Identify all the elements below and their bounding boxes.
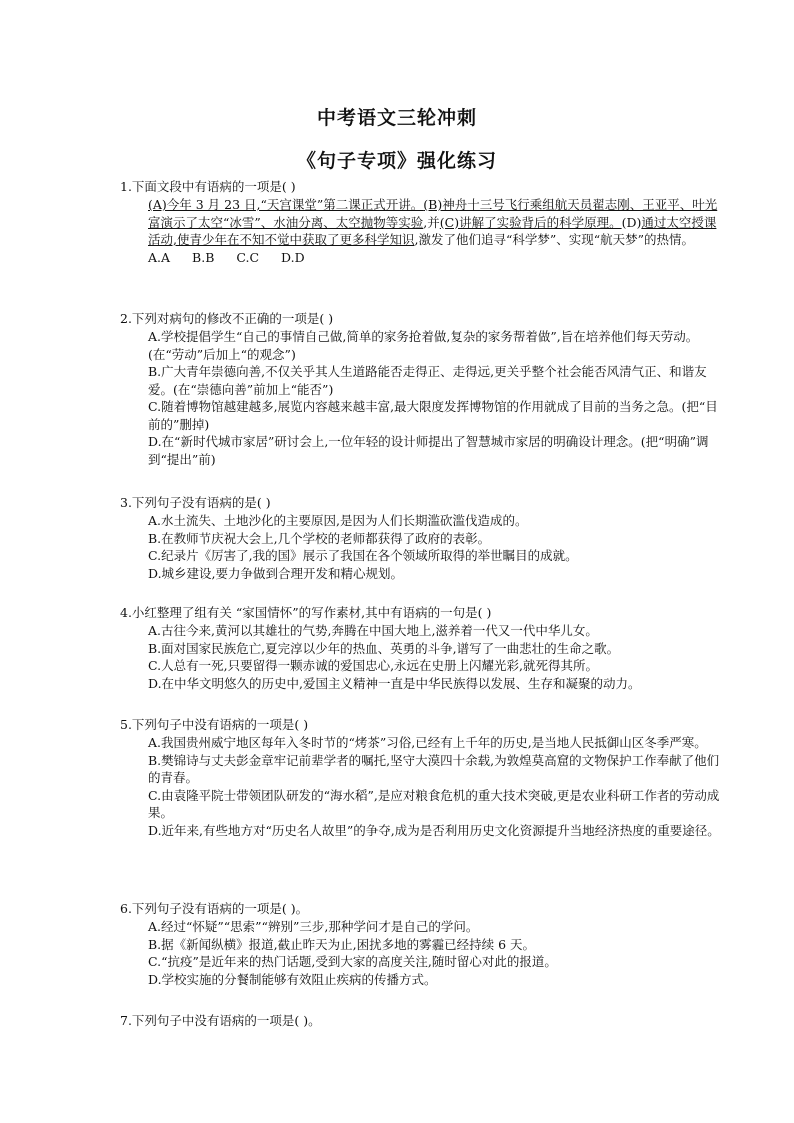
option-c: C.随着博物馆越建越多,展览内容越来越丰富,最大限度发挥博物馆的作用就成了目前的当务之急。(把“目前的”删掉) xyxy=(148,399,718,432)
option-a: A.我国贵州威宁地区每年入冬时节的“烤茶”习俗,已经有上千年的历史,是当地人民抵御山区冬季严寒。 xyxy=(148,735,707,750)
option-b: B.在教师节庆祝大会上,几个学校的老师都获得了政府的表彰。 xyxy=(148,530,491,546)
option-d: D.在中华文明悠久的历史中,爱国主义精神一直是中华民族得以发展、生存和凝聚的动力。 xyxy=(148,675,641,691)
question-6-options xyxy=(148,918,720,988)
question-3 xyxy=(120,494,720,582)
passage-part-c: (C)讲解了实验背后的科学原理。 xyxy=(439,214,622,230)
passage-part-a: (A)今年 3 月 23 日,“天宫课堂”第二课正式开讲。 xyxy=(148,197,424,212)
question-5 xyxy=(120,716,720,839)
document-subtitle: 《句子专项》强化练习 xyxy=(296,150,497,172)
option-a: A.学校提倡学生“自己的事情自己做,简单的家务抢着做,复杂的家务帮着做”,旨在培养他们每天劳动。(在“劳动”后加上“的观念”) xyxy=(148,329,699,362)
option-b: B.广大青年崇德向善,不仅关乎其人生道路能否走得正、走得远,更关乎整个社会能否风清气正、和谐友爱。(在“崇德向善”前加上“能否”) xyxy=(148,364,707,397)
passage-part-b: (B)神舟十三号飞行乘组航天员翟志刚、王亚平、叶光富演示了太空“冰雪”、水油分离、太空抛物等实验 xyxy=(148,197,718,230)
question-2 xyxy=(120,310,720,468)
question-1-passage xyxy=(148,196,720,266)
question-1-choices xyxy=(148,249,720,267)
option-d: D.学校实施的分餐制能够有效阻止疾病的传播方式。 xyxy=(148,971,437,987)
option-b: B.樊锦诗与丈夫彭金章牢记前辈学者的嘱托,坚守大漠四十余载,为敦煌莫高窟的文物保护工作奉献了他们的青春。 xyxy=(148,752,720,785)
question-1-stem: 1.下面文段中有语病的一项是( ) xyxy=(120,179,296,194)
question-2-options xyxy=(148,328,720,468)
question-2-stem: 2.下列对病句的修改不正确的一项是( ) xyxy=(120,311,334,326)
option-a: A.经过“怀疑”“思索”“辨别”三步,那种学问才是自己的学问。 xyxy=(148,919,479,934)
passage-connector: ,并 xyxy=(423,214,440,230)
document-title: 中考语文三轮冲刺 xyxy=(316,107,477,129)
question-4-options xyxy=(148,622,720,692)
option-a: A.水土流失、土地沙化的主要原因,是因为人们长期滥砍滥伐造成的。 xyxy=(148,513,528,528)
question-6-stem: 6.下列句子没有语病的一项是( )。 xyxy=(120,901,309,916)
option-a: A.古往今来,黄河以其雄壮的气势,奔腾在中国大地上,滋养着一代又一代中华儿女。 xyxy=(148,623,598,638)
question-1-passage-text xyxy=(148,196,720,249)
choice-c: C.C xyxy=(236,249,260,265)
option-c: C.人总有一死,只要留得一颗赤诚的爱国忠心,永远在史册上闪耀光彩,就死得其所。 xyxy=(148,658,599,673)
question-4-stem: 4.小红整理了组有关 “家国情怀”的写作素材,其中有语病的一句是( ) xyxy=(120,605,492,620)
passage-part-d: 通过太空授课活动,使青少年在不知不觉中获取了更多科学知识 xyxy=(148,214,717,247)
passage-label-d: (D) xyxy=(621,214,642,230)
choice-d: D.D xyxy=(281,249,305,265)
option-b: B.面对国家民族危亡,夏完淳以少年的热血、英勇的斗争,谱写了一曲悲壮的生命之歌。 xyxy=(148,640,620,656)
option-b: B.据《新闻纵横》报道,截止昨天为止,困扰多地的雾霾已经持续 6 天。 xyxy=(148,936,536,952)
question-3-options xyxy=(148,512,720,582)
question-7-stem: 7.下列句子中没有语病的一项是( )。 xyxy=(120,1013,321,1028)
question-5-stem: 5.下列句子中没有语病的一项是( ) xyxy=(120,717,309,732)
question-3-stem: 3.下列句子没有语病的是( ) xyxy=(120,495,271,510)
choice-b: B.B xyxy=(192,249,215,265)
passage-ending: ,激发了他们追寻“科学梦”、实现“航天梦”的热情。 xyxy=(414,232,695,247)
option-d: D.近年来,有些地方对“历史名人故里”的争夺,成为是否利用历史文化资源提升当地经济热度的重要途径。 xyxy=(148,822,720,838)
option-c: C.纪录片《厉害了,我的国》展示了我国在各个领域所取得的举世瞩目的成就。 xyxy=(148,548,578,563)
question-5-options xyxy=(148,734,720,839)
option-c: C.“抗疫”是近年来的热门话题,受到大家的高度关注,随时留心对此的报道。 xyxy=(148,954,557,969)
question-4 xyxy=(120,604,720,692)
option-c: C.由袁隆平院士带领团队研发的“海水稻”,是应对粮食危机的重大技术突破,更是农业科研工作者的劳动成果。 xyxy=(148,787,720,820)
question-6 xyxy=(120,900,720,988)
option-d: D.城乡建设,要力争做到合理开发和精心规划。 xyxy=(148,565,404,581)
option-d: D.在“新时代城市家居”研讨会上,一位年轻的设计师提出了智慧城市家居的明确设计理念。(把“明确”调到“提出”前) xyxy=(148,434,709,467)
question-7 xyxy=(120,1012,720,1030)
question-1 xyxy=(120,178,720,266)
choice-a: A.A xyxy=(148,249,171,265)
